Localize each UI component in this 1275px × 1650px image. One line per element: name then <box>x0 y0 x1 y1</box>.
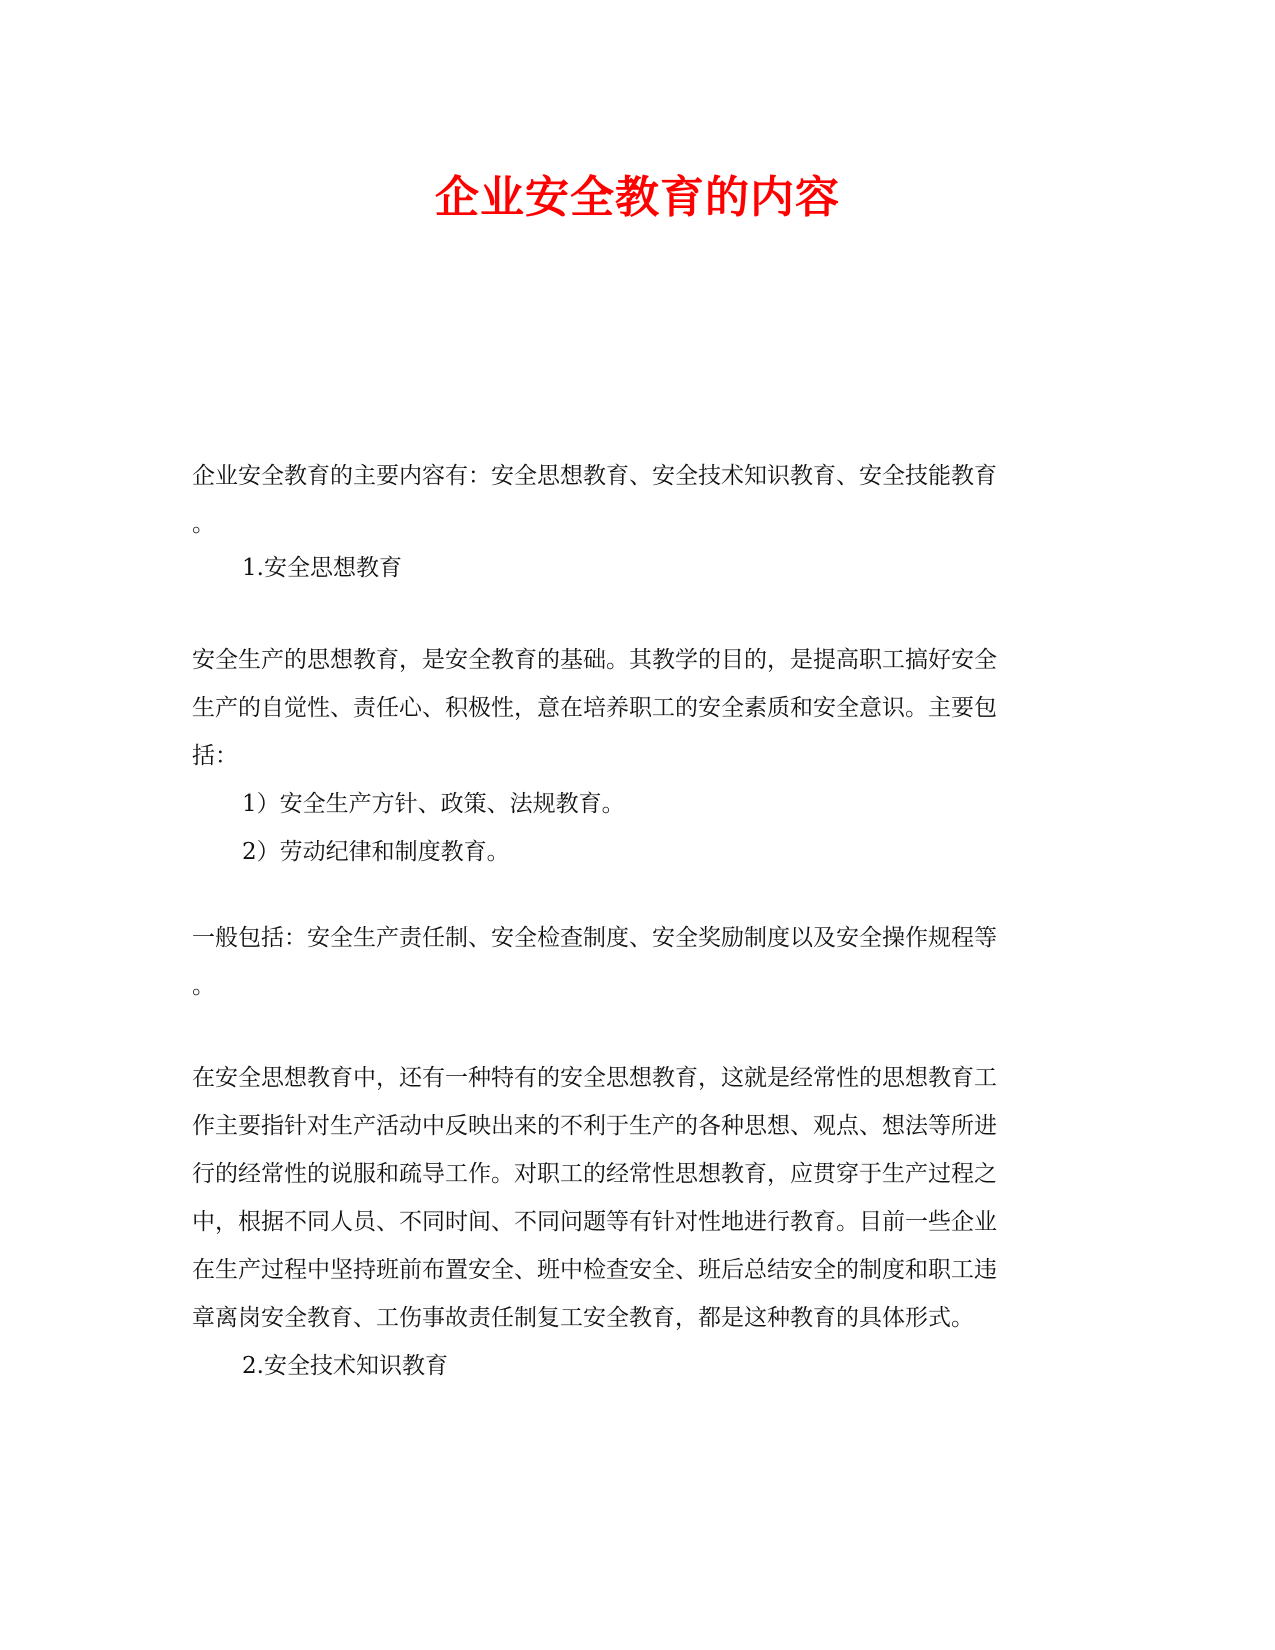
list-item: 1）安全生产方针、政策、法规教育。 <box>242 791 625 817</box>
paragraph-line: 在安全思想教育中，还有一种特有的安全思想教育，这就是经常性的思想教育工 <box>192 1065 997 1091</box>
paragraph-1 <box>192 636 1072 876</box>
paragraph-line: 括： <box>192 743 238 769</box>
paragraph-line: 。 <box>192 973 215 999</box>
paragraph-line: 章离岗安全教育、工伤事故责任制复工安全教育，都是这种教育的具体形式。 <box>192 1305 974 1331</box>
document-title: 企业安全教育的内容 <box>435 172 840 223</box>
paragraph-line: 在生产过程中坚持班前布置安全、班中检查安全、班后总结安全的制度和职工违 <box>192 1257 997 1283</box>
section-1-heading: 1.安全思想教育 <box>242 555 402 581</box>
intro-line: 。 <box>192 511 215 537</box>
paragraph-line: 一般包括：安全生产责任制、安全检查制度、安全奖励制度以及安全操作规程等 <box>192 925 997 951</box>
paragraph-line: 中，根据不同人员、不同时间、不同问题等有针对性地进行教育。目前一些企业 <box>192 1209 997 1235</box>
list-item: 2）劳动纪律和制度教育。 <box>242 839 510 865</box>
section-1-heading-block <box>192 544 1072 592</box>
paragraph-line: 行的经常性的说服和疏导工作。对职工的经常性思想教育，应贯穿于生产过程之 <box>192 1161 997 1187</box>
paragraph-2 <box>192 914 1072 1010</box>
paragraph-3 <box>192 1054 1072 1390</box>
paragraph-line: 作主要指针对生产活动中反映出来的不利于生产的各种思想、观点、想法等所进 <box>192 1113 997 1139</box>
paragraph-line: 生产的自觉性、责任心、积极性，意在培养职工的安全素质和安全意识。主要包 <box>192 695 997 721</box>
paragraph-line: 安全生产的思想教育，是安全教育的基础。其教学的目的，是提高职工搞好安全 <box>192 647 997 673</box>
intro-line: 企业安全教育的主要内容有：安全思想教育、安全技术知识教育、安全技能教育 <box>192 463 997 489</box>
intro-paragraph <box>192 452 1072 548</box>
section-2-heading: 2.安全技术知识教育 <box>242 1353 448 1379</box>
